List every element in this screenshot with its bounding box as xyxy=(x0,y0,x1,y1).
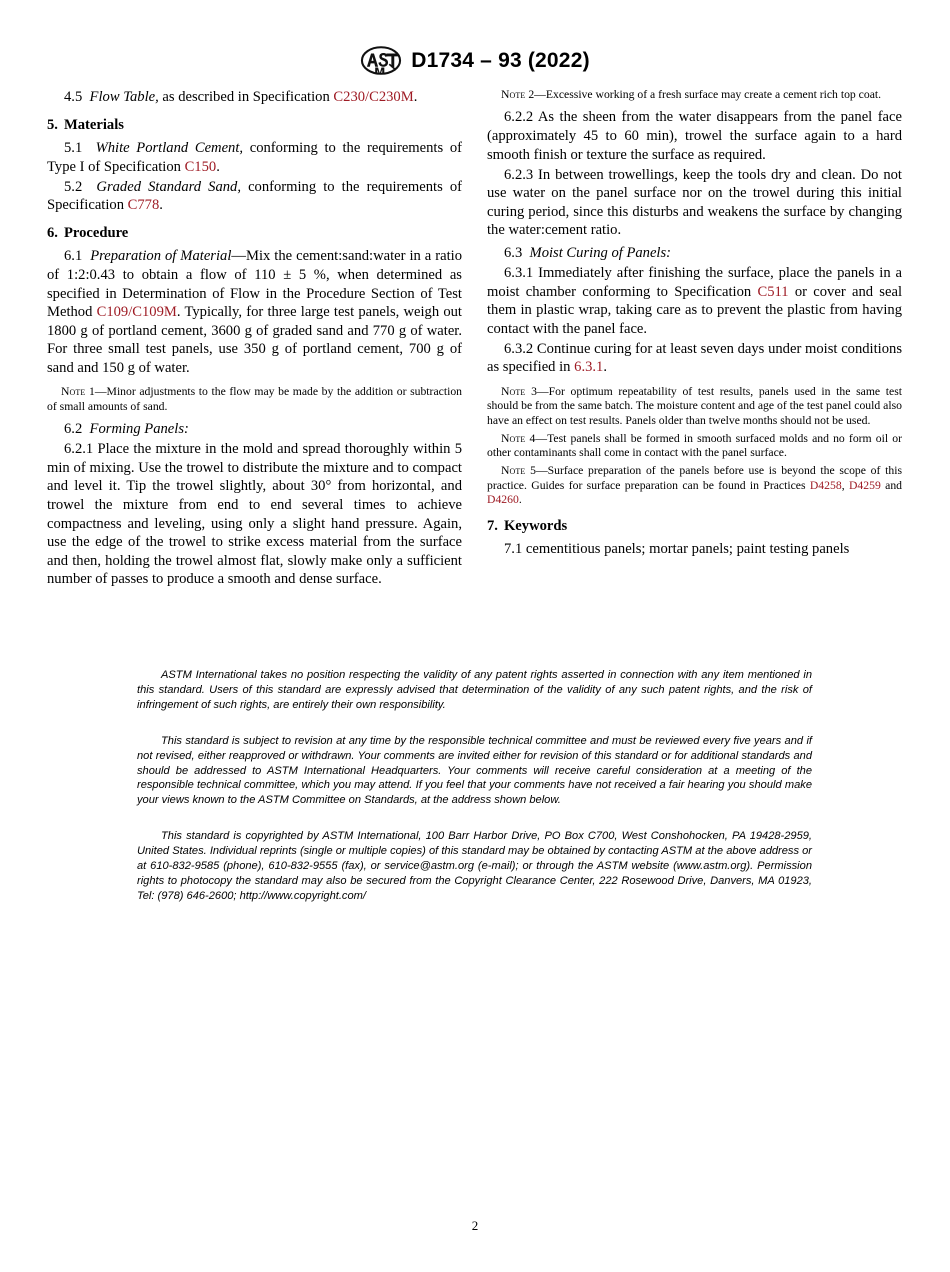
paragraph-4-5 xyxy=(47,88,462,107)
note-2 xyxy=(487,88,902,102)
paragraph-6-2-3 xyxy=(487,166,902,240)
note-number: 1 xyxy=(85,385,95,399)
note-number: 3 xyxy=(525,384,537,398)
clause-text: As the sheen from the water disappears from the panel face (approximately 45 to 60 min), trowel the surface again to a hard smooth finish or texture the surface as required. xyxy=(487,109,902,163)
reference-link-c150[interactable]: C150 xyxy=(184,158,217,175)
clause-text-after: or cover and seal them in plastic wrap, taking care as to prevent the plastic from having contact with the panel face. xyxy=(487,283,902,337)
paragraph-6-3-1 xyxy=(487,264,902,338)
paragraph-5-2 xyxy=(47,178,462,215)
clause-number: 6.2.3 xyxy=(504,166,534,183)
footer-legal-notices xyxy=(137,668,812,904)
paragraph-6-2 xyxy=(47,420,462,439)
clause-term: Preparation of Material xyxy=(90,248,232,265)
right-column xyxy=(487,88,902,589)
clause-number: 6.2.2 xyxy=(504,109,534,126)
clause-text-after: . xyxy=(603,359,607,376)
note-label: Note xyxy=(501,88,526,101)
revision-notice: This standard is subject to revision at any time by the responsible technical committee and must be reviewed every five years and if not revised, either reapproved or withdrawn. Your comments are invited either for revision of this standard or for additional standards and should be addressed to ASTM International Headquarters. Your comments will receive careful consideration at a meeting of the responsible technical committee, which you may attend. If you feel that your comments have not received a fair hearing you should make your views known to the ASTM Committee on Standards, at the address shown below. xyxy=(137,734,812,807)
separator: and xyxy=(880,478,903,492)
left-column xyxy=(47,88,462,589)
clause-text: Continue curing for at least seven days under moist conditions as specified in xyxy=(487,340,902,376)
clause-term: Flow Table, xyxy=(89,89,159,105)
copyright-notice: This standard is copyrighted by ASTM International, 100 Barr Harbor Drive, PO Box C700, West Conshohocken, PA 19428-2959, United States. Individual reprints (single or multiple copies) of this standard may be obtained by contacting ASTM at the above address or at 610-832-9585 (phone), 610-832-9555 (fax), or service@astm.org (e-mail); or through the ASTM website (www.astm.org). Permission rights to photocopy the standard may also be secured from the Copyright Clearance Center, 222 Rosewood Drive, Danvers, MA 01923, Tel: (978) 646-2600; http://www.copyright.com/ xyxy=(137,830,812,902)
clause-number: 6.2.1 xyxy=(64,441,94,458)
clause-number: 5.2 xyxy=(64,178,83,195)
note-number: 2 xyxy=(525,88,535,101)
clause-number: 7.1 xyxy=(504,541,523,558)
paragraph-6-2-2 xyxy=(487,108,902,164)
note-4 xyxy=(487,432,902,461)
clause-term: White Portland Cement, xyxy=(95,140,244,157)
clause-number: 6.3.1 xyxy=(504,264,534,281)
section-title: Procedure xyxy=(63,225,129,242)
clause-term: Graded Standard Sand, xyxy=(96,178,241,195)
note-label: Note xyxy=(501,431,526,445)
note-text: —Minor adjustments to the flow may be made by the addition or subtraction of small amounts of sand. xyxy=(47,385,463,413)
page-header xyxy=(0,46,950,75)
reference-link-c230[interactable]: C230/C230M xyxy=(333,89,414,105)
reference-link-c778[interactable]: C778 xyxy=(127,197,160,214)
clause-text: as described in Specification xyxy=(158,89,334,105)
reference-link-c511[interactable]: C511 xyxy=(757,283,789,300)
astm-logo xyxy=(360,46,402,75)
paragraph-6-1 xyxy=(47,247,462,377)
cross-reference-link-6-3-1[interactable]: 6.3.1 xyxy=(574,359,604,376)
clause-text: cementitious panels; mortar panels; paint testing panels xyxy=(522,541,850,558)
section-heading-7 xyxy=(487,517,902,536)
separator: , xyxy=(841,478,849,492)
section-number: 6. xyxy=(47,225,58,242)
paragraph-6-3 xyxy=(487,244,902,263)
note-3 xyxy=(487,385,902,428)
paragraph-7-1 xyxy=(487,540,902,559)
clause-text: —Mix the cement:sand:water in a ratio of 1:2:0.43 to obtain a flow of 110 ± 5 %, when determined as specified in Determination of Flow in the Procedure Section of Test Method xyxy=(47,248,462,321)
note-1 xyxy=(47,385,462,414)
section-number: 7. xyxy=(487,517,498,534)
clause-text-after: . Typically, for three large test panels, weigh out 1800 g of portland cement, 3600 g of graded sand and 770 g of water. For three small test panels, use 350 g of portland cement, 700 g of sand and 150 g of water. xyxy=(47,304,462,376)
clause-number: 6.2 xyxy=(64,421,83,438)
patent-rights-notice: ASTM International takes no position respecting the validity of any patent rights asserted in connection with any item mentioned in this standard. Users of this standard are expressly advised that determination of the validity of any such patent rights, and the risk of infringement of such rights, are entirely their own responsibility. xyxy=(137,669,812,711)
note-text: —Excessive working of a fresh surface may create a cement rich top coat. xyxy=(534,88,882,101)
clause-term: Forming Panels: xyxy=(89,421,189,438)
note-number: 5 xyxy=(525,464,536,478)
clause-text-after: . xyxy=(159,197,163,214)
note-text: —For optimum repeatability of test results, panels used in the same test should be from the same batch. The moisture content and age of the test panel could also have an effect on test results. Panels older than twelve months should not be used. xyxy=(487,384,903,427)
note-text: —Test panels shall be formed in smooth surfaced molds and no form oil or other contaminants shall come in contact with the panel surface. xyxy=(487,431,903,460)
clause-number: 4.5 xyxy=(64,89,83,105)
reference-link-d4259[interactable]: D4259 xyxy=(848,478,881,492)
section-heading-6 xyxy=(47,224,462,243)
clause-number: 5.1 xyxy=(64,140,83,157)
clause-number: 6.1 xyxy=(64,248,83,265)
paragraph-6-3-2 xyxy=(487,340,902,377)
section-title: Materials xyxy=(63,117,124,134)
clause-text: Immediately after finishing the surface, place the panels in a moist chamber conforming to Specification xyxy=(487,264,902,300)
clause-text-after: . xyxy=(216,158,220,175)
note-number: 4 xyxy=(525,431,536,445)
note-text: —Surface preparation of the panels before use is beyond the scope of this practice. Guides for surface preparation can be found in Practices xyxy=(487,464,902,492)
clause-number: 6.3.2 xyxy=(504,340,534,357)
note-label: Note xyxy=(501,384,526,398)
clause-text: conforming to the requirements of Type I of Specification xyxy=(47,140,462,175)
paragraph-5-1 xyxy=(47,139,462,176)
note-5 xyxy=(487,464,902,507)
clause-text: Place the mixture in the mold and spread thoroughly within 5 min of mixing. Use the trowel to distribute the mixture and to compact and level it. Tip the trowel slightly, about 30° from horizontal, and trowel the mixture from end to end several times to achieve compactness and leveling, using only a slight hand pressure. Again, use the edge of the trowel to strike excess material from the surface and then, holding the trowel almost flat, slowly make only a sufficient number of passes to produce a smooth and dense surface. xyxy=(47,441,462,588)
clause-text: conforming to the requirements of Specification xyxy=(47,178,462,214)
page-number: 2 xyxy=(471,1218,479,1233)
document-columns xyxy=(47,88,903,589)
paragraph-6-2-1 xyxy=(47,440,462,589)
clause-text-after: . xyxy=(413,89,418,105)
reference-link-c109[interactable]: C109/C109M xyxy=(96,304,177,321)
note-label: Note xyxy=(61,385,86,399)
reference-link-d4258[interactable]: D4258 xyxy=(809,478,842,492)
section-number: 5. xyxy=(47,117,58,134)
note-text-after: . xyxy=(518,493,522,506)
note-label: Note xyxy=(501,464,526,478)
clause-number: 6.3 xyxy=(504,244,523,261)
clause-term: Moist Curing of Panels: xyxy=(529,244,672,261)
standard-designation: D1734 – 93 (2022) xyxy=(411,48,590,72)
section-title: Keywords xyxy=(503,517,568,534)
section-heading-5 xyxy=(47,116,462,135)
reference-link-d4260[interactable]: D4260 xyxy=(487,493,519,506)
clause-text: In between trowellings, keep the tools dry and clean. Do not use water on the panel surface nor on the trowel during this initial curing period, since this disturbs and weakens the surface by changing the water:cement ratio. xyxy=(487,166,902,239)
